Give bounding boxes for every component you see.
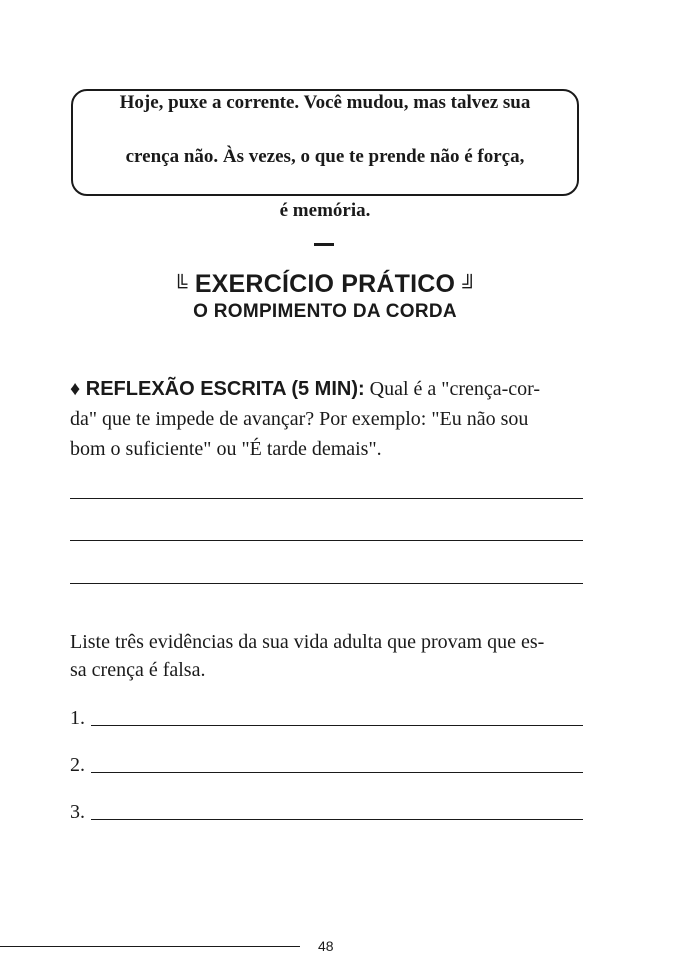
quote-line: crença não. Às vezes, o que te prende não é força,	[125, 145, 525, 167]
evidence-item	[70, 751, 583, 779]
answer-line[interactable]	[70, 583, 583, 584]
section-title	[0, 268, 650, 302]
quote-line: é memória.	[279, 199, 371, 221]
section-title-text: EXERCÍCIO PRÁTICO	[194, 270, 456, 298]
evidence-item	[70, 798, 583, 826]
quote-line: Hoje, puxe a corrente. Você mudou, mas talvez sua	[119, 91, 531, 113]
evidence-answer-line[interactable]	[91, 772, 583, 773]
section-divider-dash	[314, 243, 334, 246]
evidence-item	[70, 704, 583, 732]
corner-left-ornament: ╚	[173, 275, 188, 297]
reflection-lead: ♦ REFLEXÃO ESCRITA (5 MIN):	[70, 378, 365, 400]
answer-line[interactable]	[70, 498, 583, 499]
reflection-line-3: bom o suficiente" ou "É tarde demais".	[70, 438, 382, 460]
evidence-item-number: 2.	[70, 754, 85, 776]
evidence-line-2: sa crença é falsa.	[70, 659, 206, 681]
answer-line[interactable]	[70, 540, 583, 541]
quote-text	[90, 62, 560, 224]
evidence-item-number: 1.	[70, 707, 85, 729]
evidence-prompt	[70, 628, 582, 684]
evidence-answer-line[interactable]	[91, 819, 583, 820]
corner-right-ornament: ╝	[462, 275, 477, 297]
section-subtitle: O ROMPIMENTO DA CORDA	[193, 301, 457, 322]
reflection-line-2: da" que te impede de avançar? Por exemplo: "Eu não sou	[70, 408, 529, 430]
page-number: 48	[318, 938, 334, 954]
evidence-line-1: Liste três evidências da sua vida adulta que provam que es-	[70, 631, 545, 653]
footer-rule	[0, 946, 300, 947]
quote-box	[71, 89, 579, 221]
evidence-answer-line[interactable]	[91, 725, 583, 726]
reflection-text: Qual é a "crença-cor-	[364, 378, 541, 400]
reflection-line-1	[70, 374, 582, 404]
reflection-prompt	[70, 374, 582, 464]
evidence-item-number: 3.	[70, 801, 85, 823]
